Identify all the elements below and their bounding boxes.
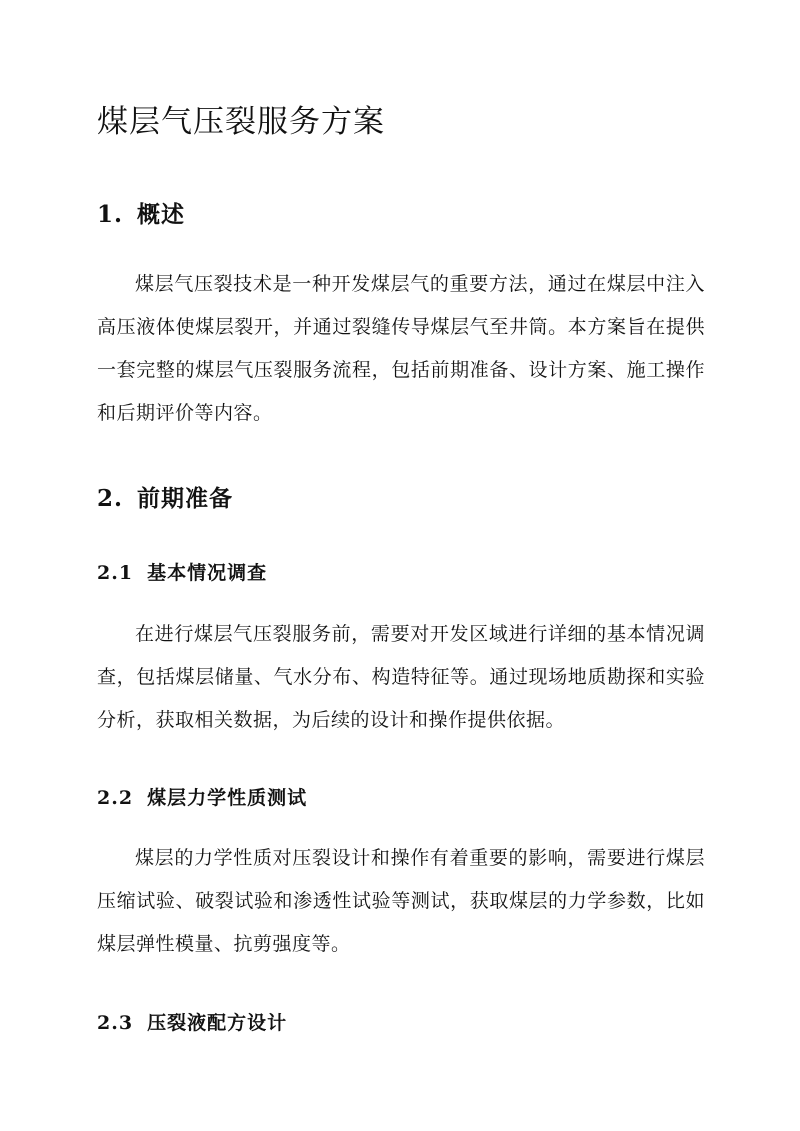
section-number: 1. [97,201,124,228]
subsection-title: 压裂液配方设计 [147,1012,288,1034]
section-heading-preparation [97,480,233,513]
section-number: 2. [97,485,124,512]
section-heading-overview [97,196,185,229]
subsection-heading-fluid-design [97,1008,287,1035]
mechanics-paragraph: 煤层的力学性质对压裂设计和操作有着重要的影响，需要进行煤层压缩试验、破裂试验和渗透性试验等测试，获取煤层的力学参数，比如煤层弹性模量、抗剪强度等。 [97,847,705,955]
subsection-number: 2.2 [97,787,134,809]
subsection-title: 煤层力学性质测试 [147,787,308,809]
subsection-heading-survey [97,558,267,585]
subsection-number: 2.3 [97,1012,134,1034]
overview-paragraph: 煤层气压裂技术是一种开发煤层气的重要方法，通过在煤层中注入高压液体使煤层裂开，并通过裂缝传导煤层气至井筒。本方案旨在提供一套完整的煤层气压裂服务流程，包括前期准备、设计方案、施工操作和后期评价等内容。 [97,273,705,424]
section-title: 概述 [137,201,186,228]
subsection-heading-mechanics-test [97,783,307,810]
subsection-title: 基本情况调查 [147,562,268,584]
subsection-number: 2.1 [97,562,134,584]
survey-paragraph: 在进行煤层气压裂服务前，需要对开发区域进行详细的基本情况调查，包括煤层储量、气水分布、构造特征等。通过现场地质勘探和实验分析，获取相关数据，为后续的设计和操作提供依据。 [97,623,705,731]
section-title: 前期准备 [137,485,234,512]
document-title: 煤层气压裂服务方案 [97,104,385,140]
